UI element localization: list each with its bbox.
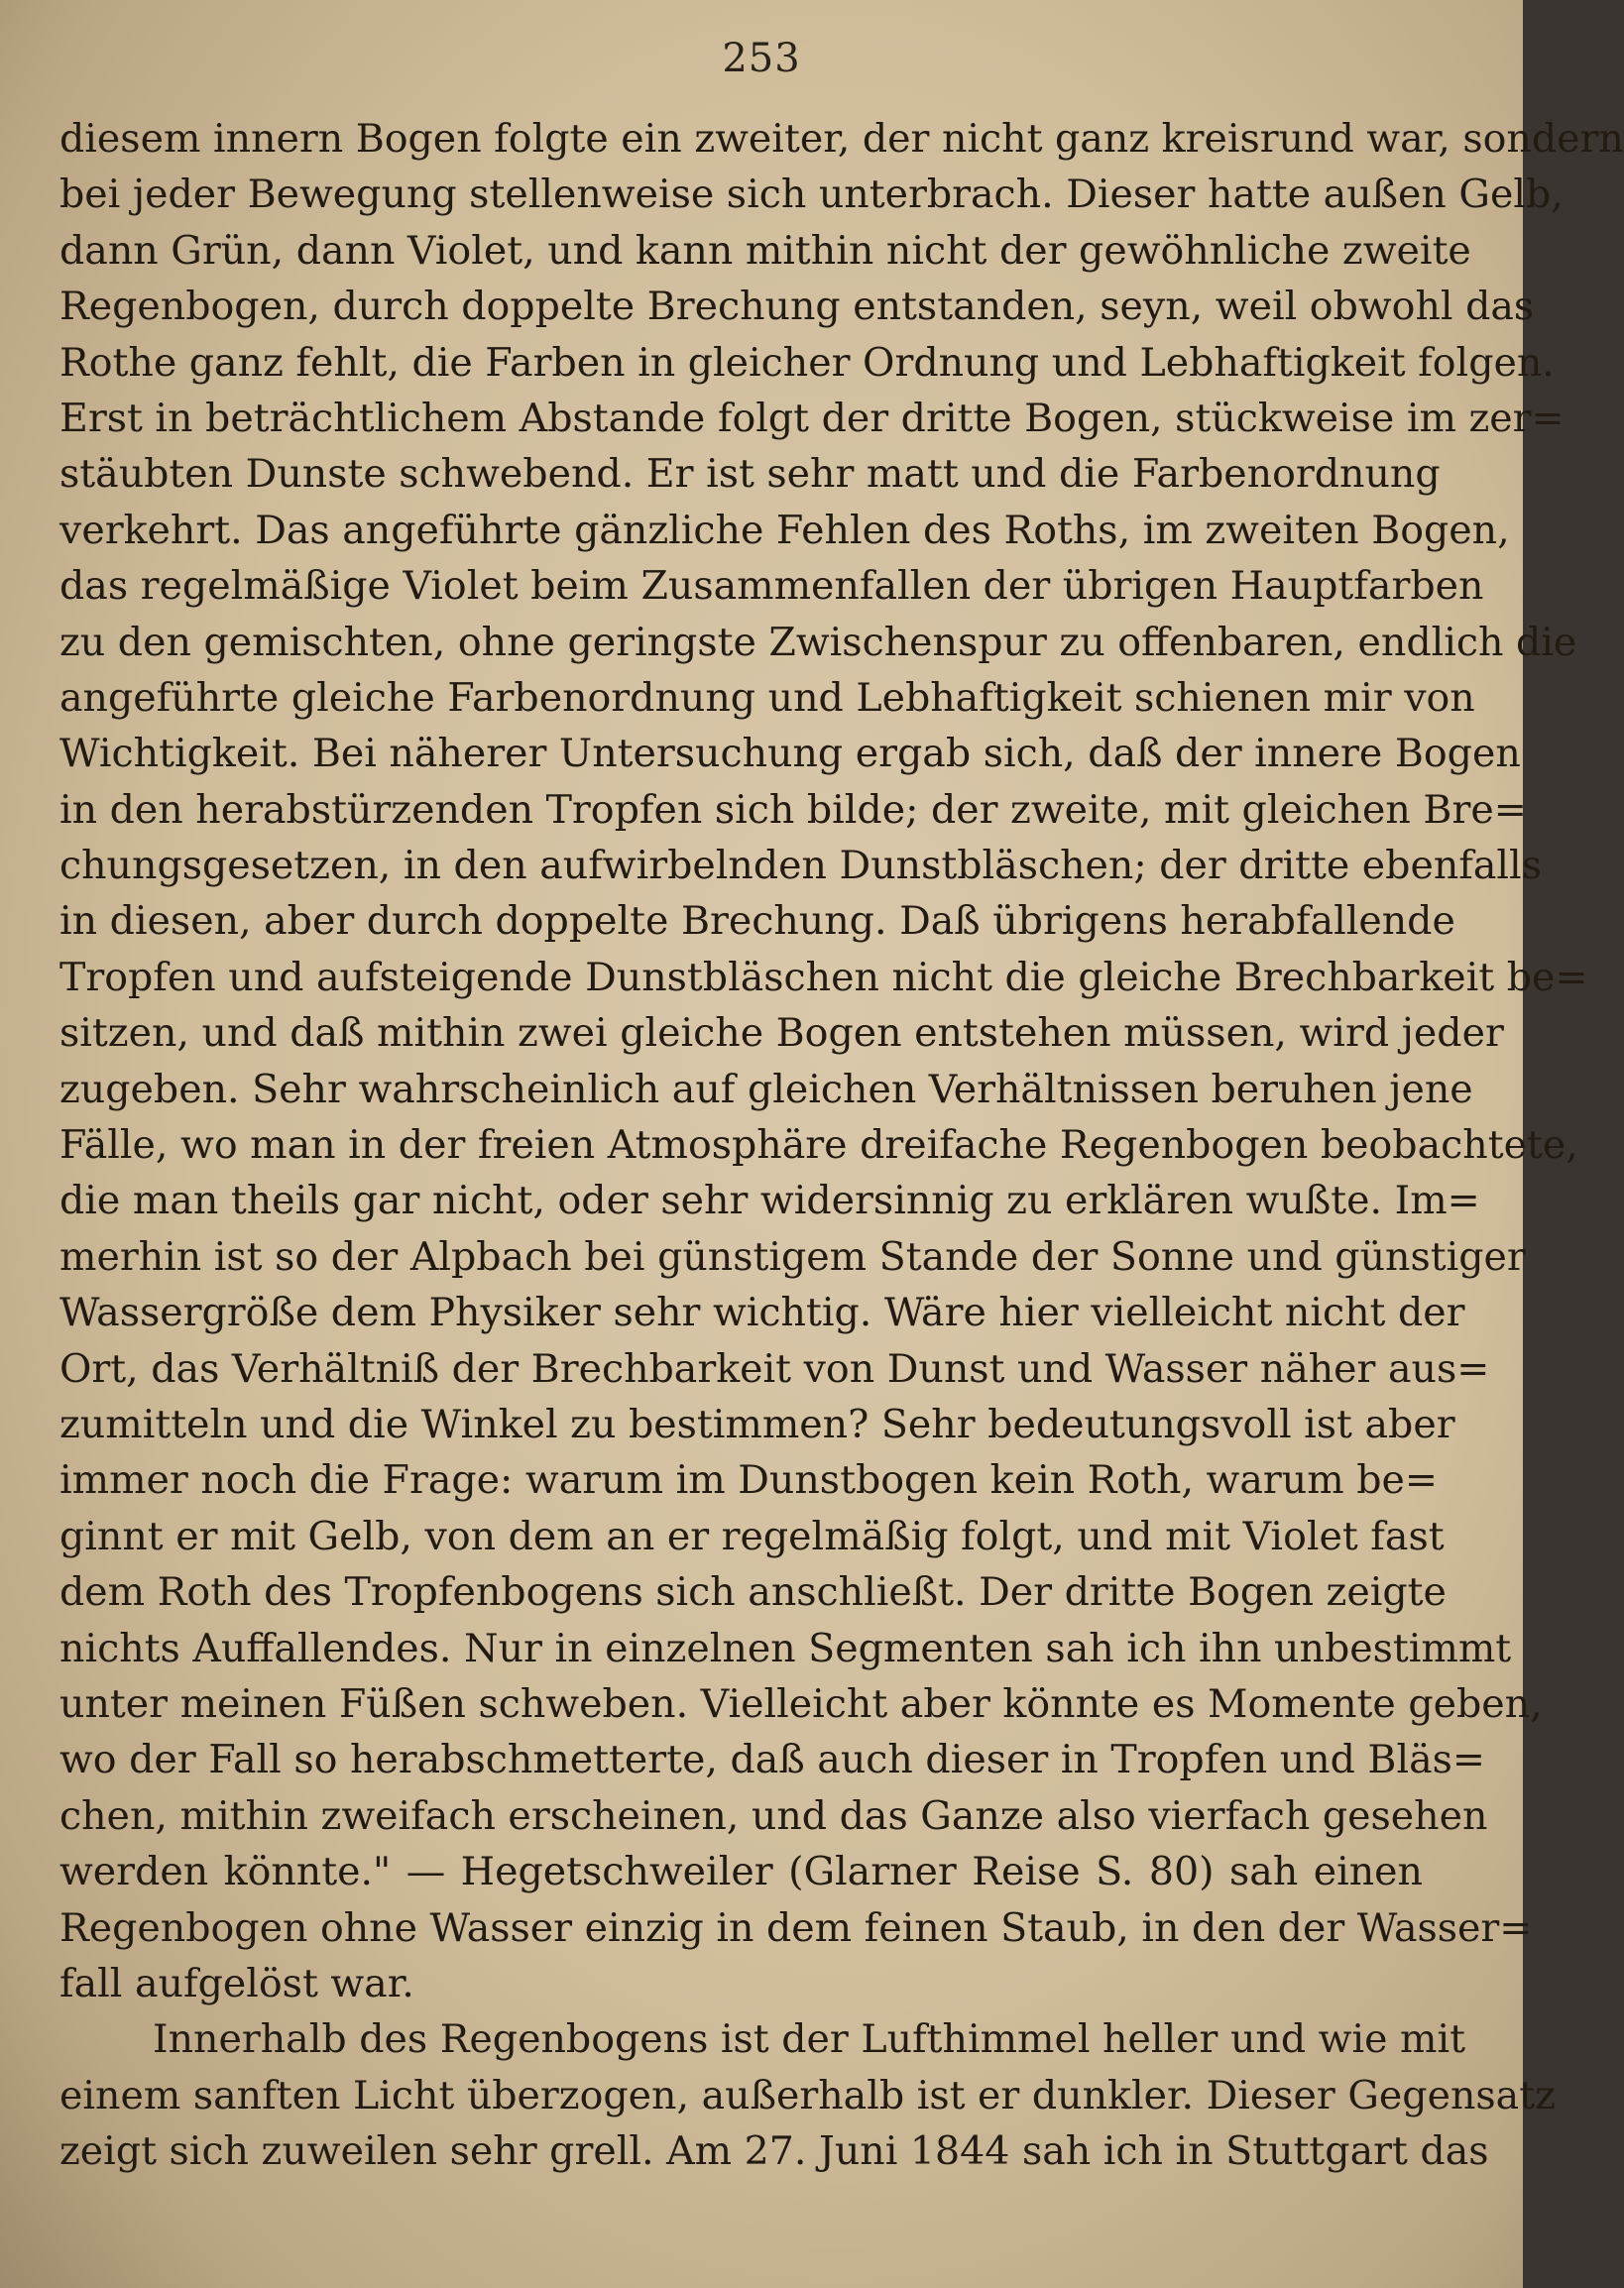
text-line: immer noch die Frage: warum im Dunstbogen kein Roth, warum be=	[59, 1457, 1439, 1504]
text-line: Wassergröße dem Physiker sehr wichtig. Wäre hier vielleicht nicht der	[59, 1290, 1465, 1336]
text-line: Regenbogen ohne Wasser einzig in dem feinen Staub, in den der Wasser=	[59, 1904, 1533, 1951]
text-line: bei jeder Bewegung stellenweise sich unterbrach. Dieser hatte außen Gelb,	[59, 172, 1564, 218]
text-line: diesem innern Bogen folgte ein zweiter, der nicht ganz kreisrund war, sondern	[59, 116, 1624, 162]
text-line: Innerhalb des Regenbogens ist der Lufthimmel heller und wie mit	[153, 2016, 1466, 2063]
text-line: Wichtigkeit. Bei näherer Untersuchung ergab sich, daß der innere Bogen	[59, 731, 1521, 777]
text-line: ginnt er mit Gelb, von dem an er regelmäßig folgt, und mit Violet fast	[59, 1513, 1445, 1559]
text-line: nichts Auffallendes. Nur in einzelnen Segmenten sah ich ihn unbestimmt	[59, 1625, 1512, 1671]
text-line: werden könnte." — Hegetschweiler (Glarner Reise S. 80) sah einen	[59, 1849, 1423, 1895]
text-line: Regenbogen, durch doppelte Brechung entstanden, seyn, weil obwohl das	[59, 284, 1535, 330]
text-line: zumitteln und die Winkel zu bestimmen? Sehr bedeutungsvoll ist aber	[59, 1401, 1455, 1447]
text-line: Rothe ganz fehlt, die Farben in gleicher Ordnung und Lebhaftigkeit folgen.	[59, 339, 1555, 386]
text-line: Ort, das Verhältniß der Brechbarkeit von Dunst und Wasser näher aus=	[59, 1345, 1490, 1392]
text-line: einem sanften Licht überzogen, außerhalb ist er dunkler. Dieser Gegensatz	[59, 2072, 1556, 2118]
text-line: sitzen, und daß mithin zwei gleiche Bogen entstehen müssen, wird jeder	[59, 1010, 1504, 1057]
text-line: die man theils gar nicht, oder sehr widersinnig zu erklären wußte. Im=	[59, 1178, 1480, 1224]
text-line: fall aufgelöst war.	[59, 1960, 414, 2006]
page-number: 253	[722, 36, 801, 81]
text-line: chungsgesetzen, in den aufwirbelnden Dunstbläschen; der dritte ebenfalls	[59, 843, 1542, 889]
text-line: chen, mithin zweifach erscheinen, und das Ganze also vierfach gesehen	[59, 1792, 1488, 1839]
text-line: merhin ist so der Alpbach bei günstigem Stande der Sonne und günstiger	[59, 1233, 1526, 1280]
text-line: Fälle, wo man in der freien Atmosphäre dreifache Regenbogen beobachtete,	[59, 1122, 1578, 1169]
text-line: zu den gemischten, ohne geringste Zwischenspur zu offenbaren, endlich die	[59, 619, 1577, 665]
text-line: in den herabstürzenden Tropfen sich bilde; der zweite, mit gleichen Bre=	[59, 786, 1527, 833]
text-line: unter meinen Füßen schweben. Vielleicht aber könnte es Momente geben,	[59, 1680, 1543, 1727]
text-line: angeführte gleiche Farbenordnung und Lebhaftigkeit schienen mir von	[59, 674, 1475, 721]
paragraph	[59, 2011, 1556, 2179]
text-line: verkehrt. Das angeführte gänzliche Fehlen des Roths, im zweiten Bogen,	[59, 507, 1510, 553]
text-line: dem Roth des Tropfenbogens sich anschließt. Der dritte Bogen zeigte	[59, 1569, 1447, 1616]
text-line: Tropfen und aufsteigende Dunstbläschen nicht die gleiche Brechbarkeit be=	[59, 954, 1588, 1000]
body-text	[59, 111, 1624, 2179]
text-line: zeigt sich zuweilen sehr grell. Am 27. Juni 1844 sah ich in Stuttgart das	[59, 2128, 1489, 2175]
text-line: dann Grün, dann Violet, und kann mithin nicht der gewöhnliche zweite	[59, 227, 1471, 274]
text-line: das regelmäßige Violet beim Zusammenfallen der übrigen Hauptfarben	[59, 563, 1484, 610]
text-line: Erst in beträchtlichem Abstande folgt der dritte Bogen, stückweise im zer=	[59, 395, 1565, 441]
paragraph	[59, 111, 1624, 2011]
text-line: in diesen, aber durch doppelte Brechung. Daß übrigens herabfallende	[59, 898, 1455, 945]
text-line: stäubten Dunste schwebend. Er ist sehr matt und die Farbenordnung	[59, 451, 1441, 498]
text-line: zugeben. Sehr wahrscheinlich auf gleichen Verhältnissen beruhen jene	[59, 1066, 1473, 1112]
text-line: wo der Fall so herabschmetterte, daß auch dieser in Tropfen und Bläs=	[59, 1737, 1485, 1783]
